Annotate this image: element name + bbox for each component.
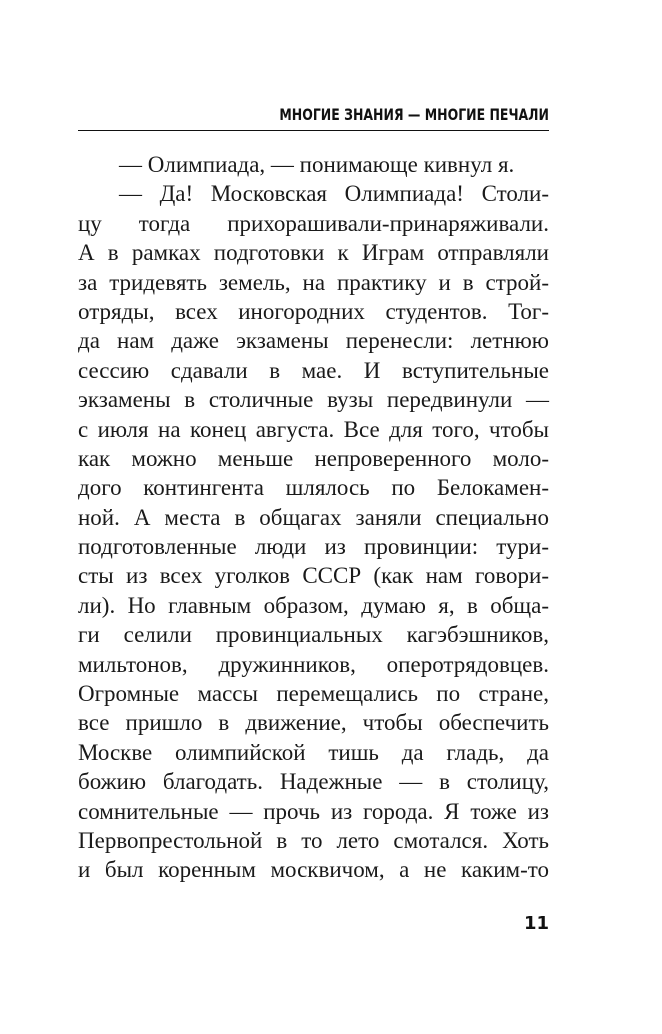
text-line: отряды, всех иногородних студентов. Тог- — [78, 298, 549, 324]
text-line: мильтонов, дружинников, оперотрядовцев. — [78, 651, 549, 677]
text-line: как можно меньше непроверенного моло- — [78, 445, 549, 471]
text-line: ной. А места в общагах заняли специально — [78, 504, 549, 530]
text-line: Первопрестольной в то лето смотался. Хоть — [78, 827, 549, 853]
text-line: — Олимпиада, — понимающе кивнул я. — [119, 152, 515, 177]
running-head-title: МНОГИЕ ЗНАНИЯ — МНОГИЕ ПЕЧАЛИ — [279, 105, 549, 124]
text-line: все пришло в движение, чтобы обеспечить — [78, 710, 549, 736]
text-line: Москве олимпийской тишь да гладь, да — [78, 739, 549, 765]
text-line: сты из всех уголков СССР (как нам говори- — [78, 563, 549, 589]
text-line: сомнительные — прочь из города. Я тоже из — [78, 798, 549, 824]
text-line: и был коренным москвичом, а не каким-то — [78, 857, 549, 883]
text-line: А в рамках подготовки к Играм отправляли — [78, 240, 549, 266]
text-line: цу тогда прихорашивали-принаряживали. — [78, 210, 549, 236]
text-line: за тридевять земель, на практику и в строй- — [78, 269, 549, 295]
text-line: — Да! Московская Олимпиада! Столи- — [119, 181, 549, 207]
body-text — [78, 150, 549, 885]
text-line: Огромные массы перемещались по стране, — [78, 681, 549, 707]
text-line: ли). Но главным образом, думаю я, в обща- — [78, 592, 549, 618]
header-rule — [78, 130, 549, 131]
text-line: с июля на конец августа. Все для того, чтобы — [78, 416, 549, 442]
text-line: божию благодать. Надежные — в столицу, — [78, 769, 549, 795]
text-line: подготовленные люди из провинции: тури- — [78, 534, 549, 560]
page-number: 11 — [523, 913, 549, 934]
text-line: дого контингента шлялось по Белокамен- — [78, 475, 549, 501]
text-line: да нам даже экзамены перенесли: летнюю — [78, 328, 549, 354]
text-line: сессию сдавали в мае. И вступительные — [78, 357, 549, 383]
text-line: экзамены в столичные вузы передвинули — — [78, 387, 549, 413]
text-line: ги селили провинциальных кагэбэшников, — [78, 622, 549, 648]
